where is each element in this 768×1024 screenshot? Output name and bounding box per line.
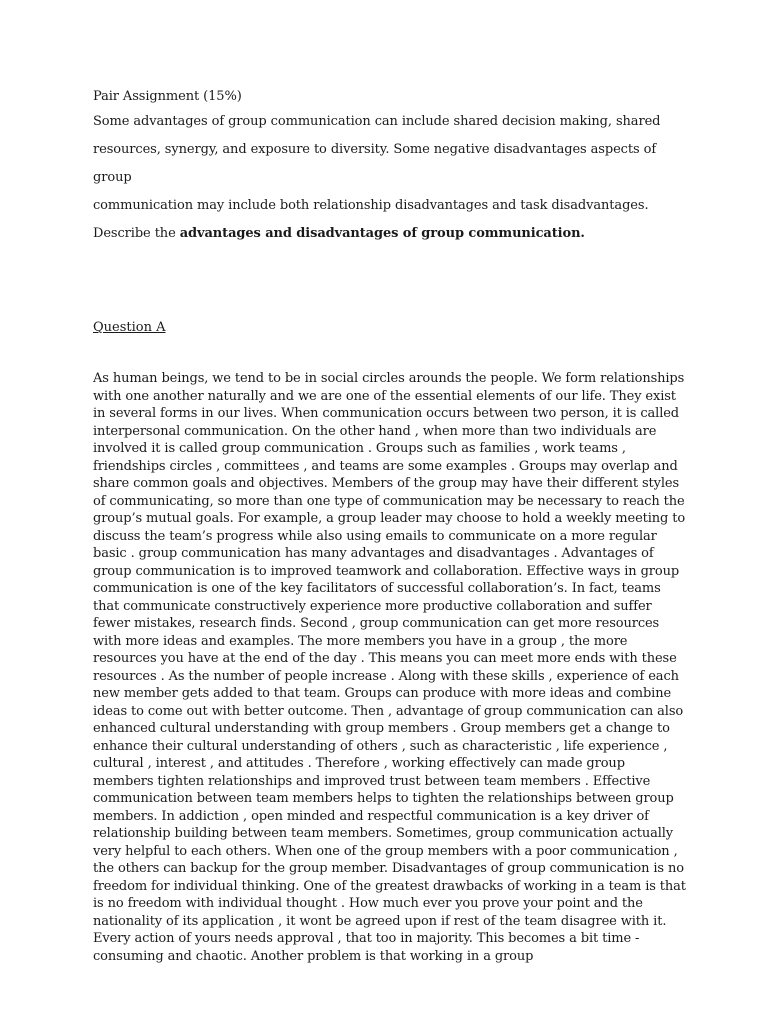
intro-line-2: resources, synergy, and exposure to diversity. Some negative disadvantages aspects of group <box>93 142 657 185</box>
document-content <box>93 86 689 965</box>
instruction-line <box>93 220 689 248</box>
answer-body: As human beings, we tend to be in social circles arounds the people. We form relationships with one another naturally and we are one of the essential elements of our life. They exist in several forms in our lives. When communication occurs between two person, it is called interpersonal communication. On the other hand , when more than two individuals are involved it is called group communication . Groups such as families , work teams , friendships circles , committees , and teams are some examples . Groups may overlap and share common goals and objectives. Members of the group may have their different styles of communicating, so more than one type of communication may be necessary to reach the group’s mutual goals. For example, a group leader may choose to hold a weekly meeting to discuss the team’s progress while also using emails to communicate on a more regular basic . group communication has many advantages and disadvantages . Advantages of group communication is to improved teamwork and collaboration. Effective ways in group communication is one of the key facilitators of successful collaboration’s. In fact, teams that communicate constructively experience more productive collaboration and suffer fewer mistakes, research finds. Second , group communication can get more resources with more ideas and examples. The more members you have in a group , the more resources you have at the end of the day . This means you can meet more ends with these resources . As the number of people increase . Along with these skills , experience of each new member gets added to that team. Groups can produce with more ideas and combine ideas to come out with better outcome. Then , advantage of group communication can also enhanced cultural understanding with group members . Group members get a change to enhance their cultural understanding of others , such as characteristic , life experience , cultural , interest , and attitudes . Therefore , working effectively can made group members tighten relationships and improved trust between team members . Effective communication between team members helps to tighten the relationships between group members. In addiction , open minded and respectful communication is a key driver of relationship building between team members. Sometimes, group communication actually very helpful to each others. When one of the group members with a poor communication , the others can backup for the group member. Disadvantages of group communication is no freedom for individual thinking. One of the greatest drawbacks of working in a team is that is no freedom with individual thought . How much ever you prove your point and the nationality of its application , it wont be agreed upon if rest of the team disagree with it. Every action of yours needs approval , that too in majority. This becomes a bit time - consuming and chaotic. Another problem is that working in a group <box>93 371 686 964</box>
instruction-bold: advantages and disadvantages of group communication. <box>179 226 585 241</box>
assignment-title: Pair Assignment (15%) <box>93 89 242 104</box>
intro-line-3: communication may include both relationship disadvantages and task disadvantages. <box>93 198 649 213</box>
instruction-prefix: Describe the <box>93 226 180 241</box>
intro-line-1: Some advantages of group communication can include shared decision making, shared <box>93 114 661 129</box>
question-a-label: Question A <box>93 320 166 335</box>
assignment-header <box>93 86 689 248</box>
